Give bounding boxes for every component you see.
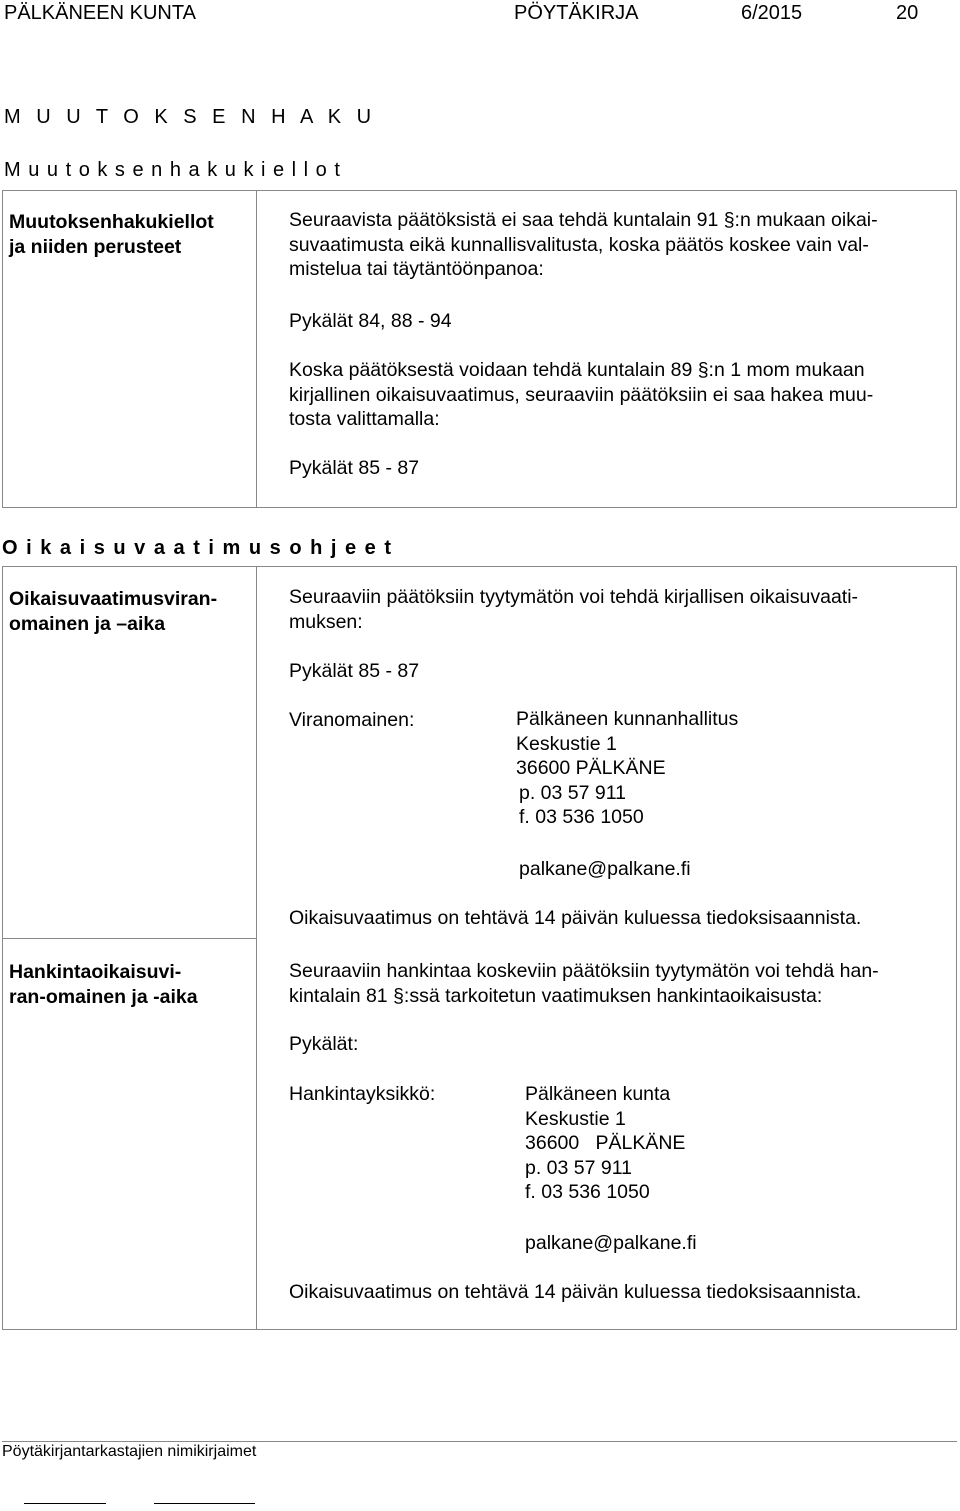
prohibitions-paragraph-3: Koska päätöksestä voidaan tehdä kuntalain 89 §:n 1 mom mukaan kirjallinen oikaisuvaatimus, seuraaviin päätöksiin ei saa hakea muu- tosta valittamalla: [289, 359, 874, 430]
prohibitions-divider [256, 190, 257, 508]
initials-line-1 [24, 1503, 106, 1504]
header-page-number: 20 [896, 2, 919, 24]
instructions-divider [256, 566, 257, 1330]
procurement-paragraph-2: Pykälät: [289, 1033, 359, 1055]
procurement-deadline: Oikaisuvaatimus on tehtävä 14 päivän kuluessa tiedoksisaannista. [289, 1281, 862, 1303]
header-doc-type: PÖYTÄKIRJA [514, 2, 639, 24]
section-title: M U U T O K S E N H A K U [4, 106, 377, 128]
prohibitions-paragraph-2: Pykälät 84, 88 - 94 [289, 310, 452, 332]
initials-line-2 [154, 1503, 255, 1504]
instructions-side-label: Oikaisuvaatimusviran- omainen ja –aika [9, 588, 218, 635]
procurement-side-label: Hankintaoikaisuvi- ran-omainen ja -aika [9, 961, 198, 1008]
instructions-paragraph-2: Pykälät 85 - 87 [289, 660, 420, 682]
instructions-side-separator [2, 938, 257, 939]
prohibitions-side-label: Muutoksenhakukiellot ja niiden perusteet [9, 211, 214, 258]
prohibitions-title: M u u t o k s e n h a k u k i e l l o t [4, 159, 341, 181]
procurement-email: palkane@palkane.fi [525, 1232, 697, 1254]
prohibitions-paragraph-4: Pykälät 85 - 87 [289, 457, 420, 479]
instructions-paragraph-1: Seuraaviin päätöksiin tyytymätön voi tehdä kirjallisen oikaisuvaati- muksen: [289, 586, 859, 633]
instructions-box [2, 566, 957, 1330]
authority-address: Pälkäneen kunnanhallitus Keskustie 1 36600 PÄLKÄNE p. 03 57 911 f. 03 536 1050 [516, 708, 739, 828]
footer-label: Pöytäkirjantarkastajien nimikirjaimet [2, 1443, 257, 1460]
header-issue: 6/2015 [741, 2, 803, 24]
footer-rule [2, 1441, 957, 1442]
authority-label: Viranomainen: [289, 709, 415, 731]
procurement-paragraph-1: Seuraaviin hankintaa koskeviin päätöksiin tyytymätön voi tehdä han- kintalain 81 §:ssä tarkoitetun vaatimuksen hankintaoikaisusta: [289, 960, 879, 1007]
authority-email: palkane@palkane.fi [519, 858, 691, 880]
procurement-unit-label: Hankintayksikkö: [289, 1083, 436, 1105]
authority-deadline: Oikaisuvaatimus on tehtävä 14 päivän kuluessa tiedoksisaannista. [289, 907, 862, 929]
header-municipality: PÄLKÄNEEN KUNTA [4, 2, 196, 24]
procurement-unit-address: Pälkäneen kunta Keskustie 1 36600 PÄLKÄNE p. 03 57 911 f. 03 536 1050 [525, 1083, 686, 1203]
instructions-title: O i k a i s u v a a t i m u s o h j e e t [2, 537, 393, 559]
prohibitions-paragraph-1: Seuraavista päätöksistä ei saa tehdä kuntalain 91 §:n mukaan oikai- suvaatimusta eikä kunnallisvalitusta, koska päätös koskee vain val- mistelua tai täytäntöönpanoa: [289, 209, 878, 280]
